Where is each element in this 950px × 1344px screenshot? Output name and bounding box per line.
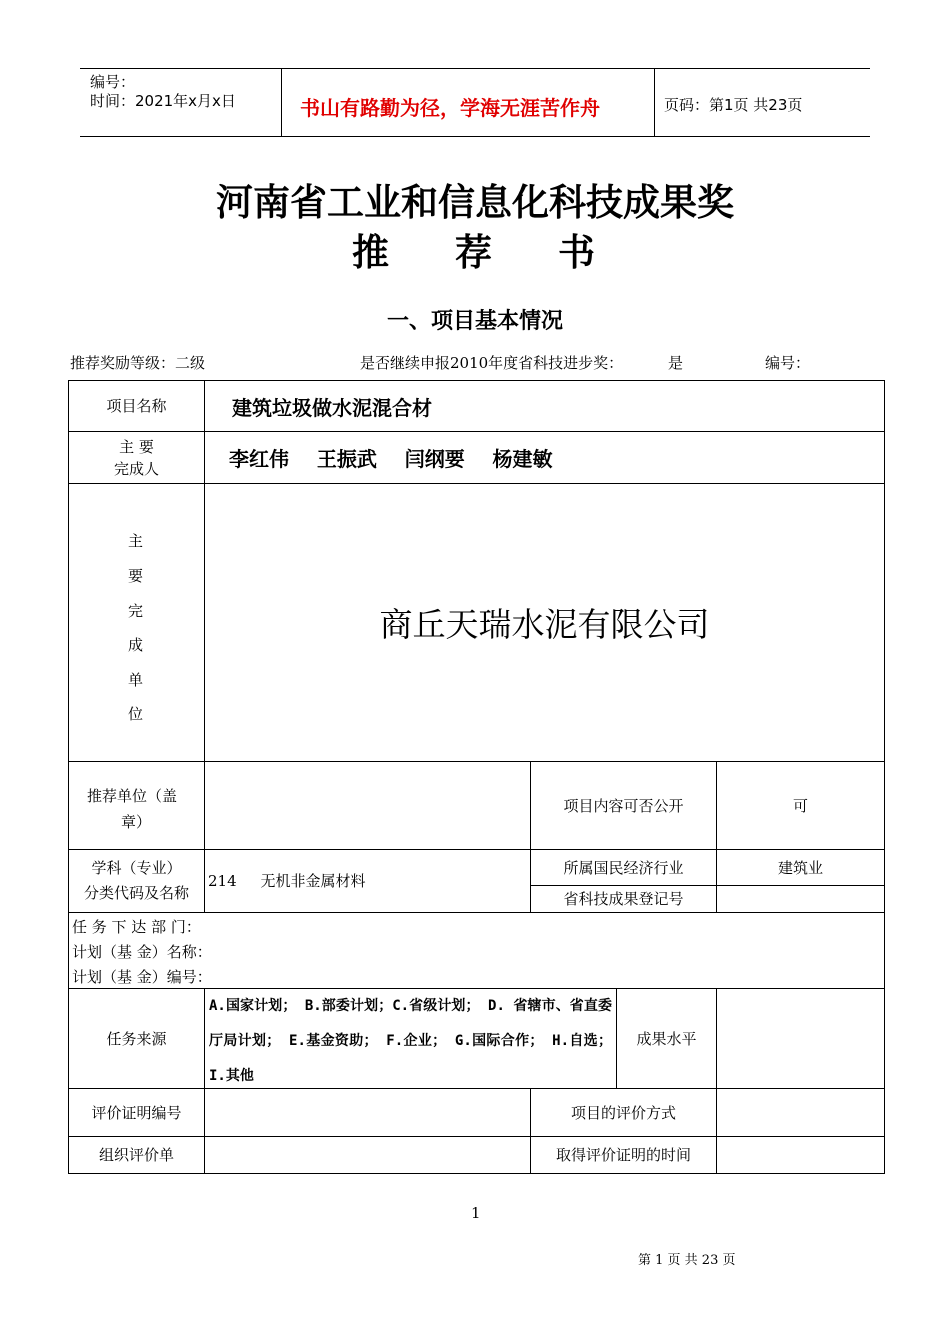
header-motto: 书山有路勤为径，学海无涯苦作舟 xyxy=(300,96,600,120)
task-plan-block xyxy=(68,912,885,989)
header-page-label: 页码：第1页 共23页 xyxy=(664,96,803,114)
task-source-label: 任务来源 xyxy=(68,988,205,1089)
units-value: 商丘天瑞水泥有限公司 xyxy=(379,605,710,644)
header-bottom-rule xyxy=(80,136,870,137)
award-level: 推荐奖励等级：二级 xyxy=(70,354,206,372)
task-dept-label: 任 务 下 达 部 门： xyxy=(72,918,201,936)
completers-field xyxy=(204,431,885,484)
continue-value: 是 xyxy=(668,354,684,372)
section-heading: 一、项目基本情况 xyxy=(386,309,563,334)
eval-cert-no-label: 评价证明编号 xyxy=(68,1088,205,1137)
completers-value: 李红伟 王振武 闫纲要 杨建敏 xyxy=(229,447,553,471)
public-label: 项目内容可否公开 xyxy=(530,761,717,850)
registration-field xyxy=(716,885,885,913)
page-of-footer: 第 1 页 共 23 页 xyxy=(638,1253,736,1268)
eval-method-field xyxy=(716,1088,885,1137)
project-name-field xyxy=(204,380,885,432)
eval-method-label: 项目的评价方式 xyxy=(530,1088,717,1137)
eval-time-label: 取得评价证明的时间 xyxy=(530,1136,717,1174)
header-divider xyxy=(654,68,655,136)
project-name-label: 项目名称 xyxy=(68,380,205,432)
subtitle-char-1: 推 xyxy=(352,231,389,274)
header-time-label: 时间：2021年x月x日 xyxy=(90,92,236,110)
plan-name-label: 计划（基 金）名称： xyxy=(72,943,212,961)
registration-label: 省科技成果登记号 xyxy=(530,885,717,913)
industry-label: 所属国民经济行业 xyxy=(530,849,717,886)
eval-cert-no-field xyxy=(204,1088,531,1137)
document-title: 河南省工业和信息化科技成果奖 xyxy=(216,181,734,224)
units-label: 主 要 完 成 单 位 xyxy=(68,483,205,762)
industry-value: 建筑业 xyxy=(716,849,885,886)
achievement-level-field xyxy=(716,988,885,1089)
units-field xyxy=(204,483,885,762)
continue-label: 是否继续申报2010年度省科技进步奖： xyxy=(360,354,624,372)
discipline-value: 214 无机非金属材料 xyxy=(208,872,366,890)
recommender-field xyxy=(204,761,531,850)
discipline-label: 学科（专业） 分类代码及名称 xyxy=(68,849,205,913)
eval-time-field xyxy=(716,1136,885,1174)
page-number: 1 xyxy=(471,1204,481,1222)
project-name-value: 建筑垃圾做水泥混合材 xyxy=(232,395,432,420)
achievement-level-label: 成果水平 xyxy=(616,988,717,1089)
header-number-label: 编号： xyxy=(90,73,136,91)
subtitle-char-2: 荐 xyxy=(455,231,492,274)
meta-number-label: 编号： xyxy=(765,354,811,372)
subtitle-char-3: 书 xyxy=(558,231,595,274)
discipline-field xyxy=(204,849,531,913)
task-source-options: A.国家计划； B.部委计划；C.省级计划； D. 省辖市、省直委厅局计划； E.基金资助； F.企业； G.国际合作； H.自选；I.其他 xyxy=(204,988,617,1089)
recommender-label: 推荐单位（盖 章） xyxy=(68,761,205,850)
header-divider xyxy=(281,68,282,136)
header-top-rule xyxy=(80,68,870,69)
eval-org-label: 组织评价单 xyxy=(68,1136,205,1174)
public-value: 可 xyxy=(716,761,885,850)
eval-org-field xyxy=(204,1136,531,1174)
completers-label: 主 要 完成人 xyxy=(68,431,205,484)
plan-number-label: 计划（基 金）编号： xyxy=(72,968,212,986)
